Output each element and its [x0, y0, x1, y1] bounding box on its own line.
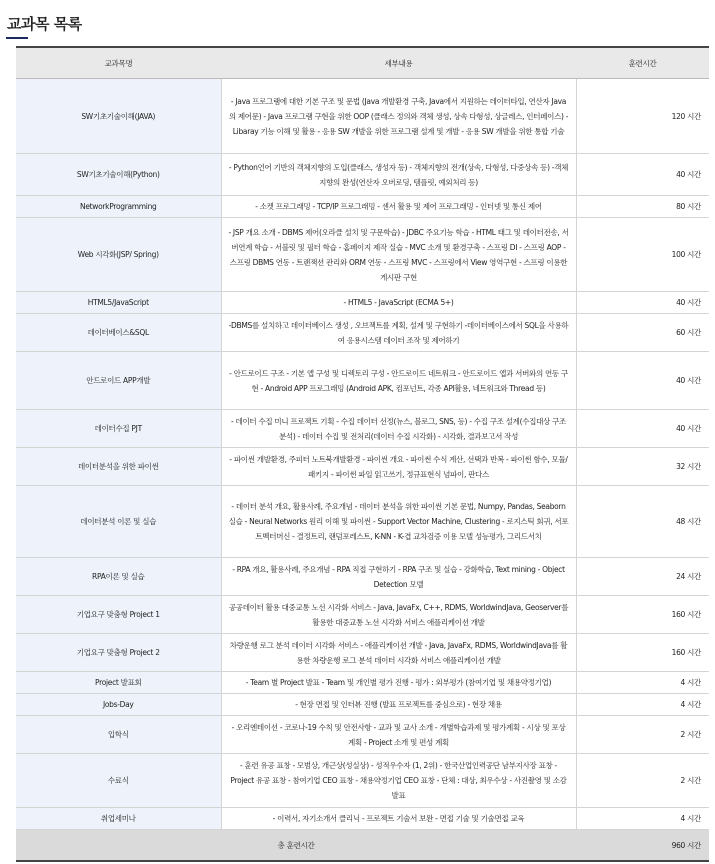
table-row — [16, 754, 709, 808]
course-hours: 48 시간 — [576, 486, 709, 558]
table-row — [16, 448, 709, 486]
course-details: - HTML5 - JavaScript (ECMA 5+) — [221, 292, 576, 314]
course-hours: 160 시간 — [576, 596, 709, 634]
course-name: 데이터분석 이론 및 실습 — [16, 486, 221, 558]
course-name: 입학식 — [16, 716, 221, 754]
course-hours: 120 시간 — [576, 79, 709, 154]
course-details: - Java 프로그램에 대한 기본 구조 및 문법 (Java 개발환경 구축, Java에서 지원하는 데이터타입, 연산자 Java의 제어문) - Java 프로그램 구현을 위한 OOP (클래스 정의와 객체 생성, 상속 다형성, 상글레스, 인터페이스) - Libaray 기능 이해 및 활용 - 응용 SW 개발을 위한 프로그램 설계 및 개발 - 응용 SW 개발을 위한 통합 기술 — [221, 79, 576, 154]
table-row — [16, 410, 709, 448]
course-hours: 24 시간 — [576, 558, 709, 596]
course-details: - JSP 개요 소개 - DBMS 제어(오라클 설치 및 구문학습) - JDBC 주요기능 학습 - HTML 태그 및 데이터전송, 서버연계 학습 - 서블릿 및 필터 학습 - 홈페이지 제작 실습 - MVC 소개 및 환경구축 - 스프링 DI - 스프링 AOP - 스프링 DBMS 연동 - 트랜잭션 관리와 ORM 연동 - 스프링 MVC - 스프링에서 View 영역구현 - 스프링 이용한 게시판 구현 — [221, 218, 576, 292]
course-hours: 40 시간 — [576, 352, 709, 410]
course-details: 차량운행 로그 분석 데이터 시각화 서비스 - 애플리케이션 개발 - Java, JavaFx, RDMS, WorldwindJava를 활용한 차량운행 로그 분석 데이터 시각화 서비스 애플리케이션 개발 — [221, 634, 576, 672]
course-hours: 80 시간 — [576, 196, 709, 218]
table-row — [16, 672, 709, 694]
total-label: 총 훈련시간 — [16, 830, 576, 862]
course-name: 데이터분석을 위한 파이썬 — [16, 448, 221, 486]
page-title: 교과목 목록 — [7, 15, 82, 33]
course-details: - 오리엔테이션 - 코로나-19 수칙 및 안전사항 - 교과 및 교사 소개 - 개별학습과제 및 평가계획 - 시상 및 포상 계획 - Project 소개 및 편성 계획 — [221, 716, 576, 754]
course-name: 데이터수집 PJT — [16, 410, 221, 448]
course-hours: 40 시간 — [576, 410, 709, 448]
course-name: 데이터베이스&SQL — [16, 314, 221, 352]
table-row — [16, 154, 709, 196]
course-details: - Python언어 기반의 객체지향의 도입(클래스, 생성자 등) - 객체지향의 전개(상속, 다형성, 다중상속 등) -객체지향의 완성(연산자 오버로딩, 템플릿, 예외처리 등) — [221, 154, 576, 196]
table-row — [16, 218, 709, 292]
course-details: - 데이터 분석 개요, 활용사례, 주요개념 - 데이터 분석을 위한 파이썬 기본 문법, Numpy, Pandas, Seaborn 실습 - Neural Networks 원리 이해 및 파이썬 - Support Vector Machine, Clustering - 로지스틱 회귀, 서포트벡터머신 - 결정트리, 랜덤포레스트, K-NN - K-겹 교차검증 이용 모델 성능평가, 그리드서치 — [221, 486, 576, 558]
course-name: SW기초기술이해(JAVA) — [16, 79, 221, 154]
course-hours: 60 시간 — [576, 314, 709, 352]
table-row — [16, 486, 709, 558]
course-name: 취업세미나 — [16, 808, 221, 830]
total-hours: 960 시간 — [576, 830, 709, 862]
course-name: Web 시각화(JSP/ Spring) — [16, 218, 221, 292]
course-name: HTML5/JavaScript — [16, 292, 221, 314]
course-name: 안드로이드 APP개발 — [16, 352, 221, 410]
course-details: - 훈련 유공 표창 - 모범상, 개근상(성실상) - 성적우수자 (1, 2위) - 한국산업인력공단 남부지사장 표창 - Project 유공 표창 - 참여기업 CEO 표창 - 채용약정기업 CEO 표창 - 단체 : 대상, 최우수상 - 사진촬영 및 소감발표 — [221, 754, 576, 808]
course-name: NetworkProgramming — [16, 196, 221, 218]
table-row — [16, 314, 709, 352]
course-details: - 안드로이드 구조 - 기본 앱 구성 및 디렉토리 구성 - 안드로이드 네트워크 - 안드로이드 앱과 서버와의 연동 구현 - Android APP 프로그래밍 (Android APK, 컴포넌트, 각종 API활용, 네트워크와 Thread 등) — [221, 352, 576, 410]
course-name: SW기초기술이해(Python) — [16, 154, 221, 196]
table-row — [16, 716, 709, 754]
course-hours: 2 시간 — [576, 716, 709, 754]
total-row — [16, 830, 709, 862]
table-row — [16, 808, 709, 830]
course-hours: 4 시간 — [576, 808, 709, 830]
table-row — [16, 292, 709, 314]
course-details: - RPA 개요, 활용사례, 주요개념 - RPA 직접 구현하기 - RPA 구조 및 실습 - 강화학습, Text mining - Object Detection 모델 — [221, 558, 576, 596]
table-row — [16, 558, 709, 596]
course-name: Project 발표회 — [16, 672, 221, 694]
course-hours: 4 시간 — [576, 672, 709, 694]
course-hours: 4 시간 — [576, 694, 709, 716]
course-hours: 160 시간 — [576, 634, 709, 672]
course-details: - 소켓 프로그래밍 - TCP/IP 프로그래밍 - 센서 활용 및 제어 프로그래밍 - 인터넷 및 통신 제어 — [221, 196, 576, 218]
table-header-row — [16, 47, 709, 79]
course-details: - 이력서, 자기소개서 클리닉 - 프로젝트 기술서 보완 - 면접 기술 및 기술면접 교육 — [221, 808, 576, 830]
course-details: - Team 별 Project 발표 - Team 및 개인별 평가 진행 - 평가 : 외부평가 (참여기업 및 채용약정기업) — [221, 672, 576, 694]
course-details: 공공데이터 활용 대중교통 노선 시각화 서비스 - Java, JavaFx, C++, RDMS, WorldwindJava, Geoserver를 활용한 대중교통 노선 시각화 서비스 애플리케이션 개발 — [221, 596, 576, 634]
course-name: Jobs-Day — [16, 694, 221, 716]
course-hours: 100 시간 — [576, 218, 709, 292]
course-details: - 데이터 수집 미니 프로젝트 기획 - 수집 데이터 선정(뉴스, 블로그, SNS, 등) - 수집 구조 설계(수집대상 구조 분석) - 데이터 수집 및 전처리(데이터 수집 시각화) - 시각화, 결과보고서 작성 — [221, 410, 576, 448]
curriculum-table — [16, 46, 709, 862]
course-name: 기업요구 맞춤형 Project 2 — [16, 634, 221, 672]
course-details: -DBMS를 설치하고 데이터베이스 생성 , 오브젝트를 계획, 설계 및 구현하기 -데이터베이스에서 SQL을 사용하여 응용시스템 데이터 조작 및 제어하기 — [221, 314, 576, 352]
title-underline — [6, 37, 28, 39]
header-hours: 훈련시간 — [576, 47, 709, 79]
table-row — [16, 79, 709, 154]
header-course-name: 교과목명 — [16, 47, 221, 79]
header-details: 세부내용 — [221, 47, 576, 79]
course-hours: 40 시간 — [576, 154, 709, 196]
course-name: 기업요구 맞춤형 Project 1 — [16, 596, 221, 634]
table-row — [16, 352, 709, 410]
table-row — [16, 596, 709, 634]
course-hours: 2 시간 — [576, 754, 709, 808]
table-row — [16, 196, 709, 218]
table-row — [16, 694, 709, 716]
course-details: - 파이썬 개발환경, 주피터 노트북개발환경 - 파이썬 개요 - 파이썬 수식 계산, 선택과 반복 - 파이썬 함수, 모듈/패키지 - 파이썬 파일 읽고쓰기, 정규표현식 넘파이, 판다스 — [221, 448, 576, 486]
course-name: 수료식 — [16, 754, 221, 808]
table-row — [16, 634, 709, 672]
course-hours: 40 시간 — [576, 292, 709, 314]
page-header — [0, 0, 715, 44]
course-name: RPA이론 및 실습 — [16, 558, 221, 596]
course-details: - 현장 면접 및 인터뷰 진행 (발표 프로젝트를 중심으로) - 현장 채용 — [221, 694, 576, 716]
course-hours: 32 시간 — [576, 448, 709, 486]
